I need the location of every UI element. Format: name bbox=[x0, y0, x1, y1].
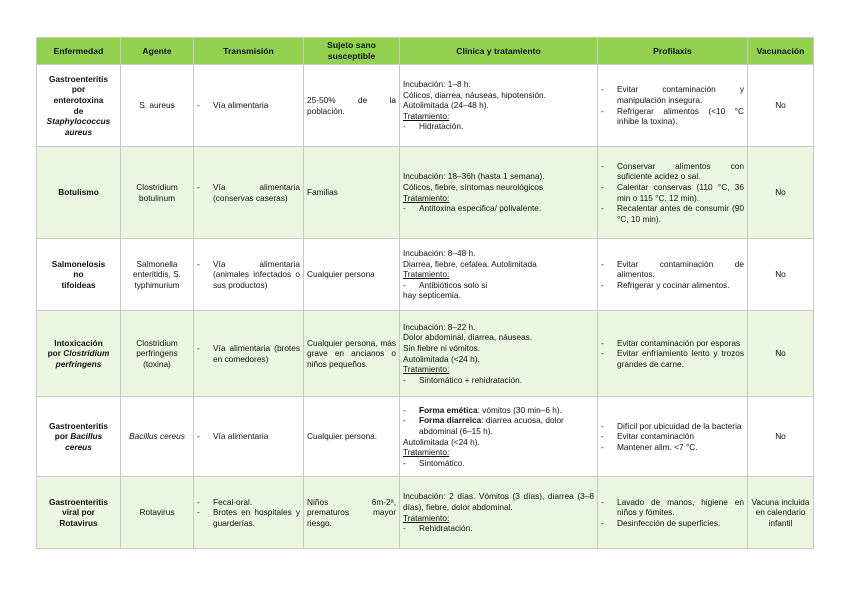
disease-italic: perfringens bbox=[55, 358, 102, 369]
disease-line: Salmonelosis bbox=[51, 258, 106, 269]
treatment-label: Tratamiento: bbox=[403, 269, 450, 280]
bullet-dash: - bbox=[197, 496, 200, 507]
cell-transmission bbox=[194, 147, 304, 239]
bullet-dash: - bbox=[403, 279, 406, 290]
treatment-item bbox=[403, 523, 594, 534]
disease-line bbox=[40, 359, 117, 370]
cell-vaccination: No bbox=[748, 65, 814, 147]
clinic-line: Cólicos, fiebre, síntomas neurológicos bbox=[403, 181, 544, 192]
form-label: Forma diarreica bbox=[419, 415, 482, 426]
disease-italic: Bacillus bbox=[70, 431, 103, 442]
table-row bbox=[37, 397, 814, 477]
bullet-text: Antitoxina especifica/ polivalente. bbox=[419, 203, 542, 214]
disease-line: por bbox=[71, 84, 86, 95]
header-profilaxis: Profilaxis bbox=[598, 38, 748, 65]
clinic-line: Incubación: 8–22 h. bbox=[403, 321, 476, 332]
treatment-label: Tratamiento: bbox=[403, 512, 450, 523]
disease-italic: Staphylococcus bbox=[46, 116, 111, 127]
clinic-line: Dolor abdominal, diarrea, náuseas. bbox=[403, 332, 533, 343]
bullet-text: Sintomático + rehidratación. bbox=[419, 374, 523, 385]
bullet-dash: - bbox=[403, 457, 406, 468]
clinic-line: Cólicos, diarrea, náuseas, hipotensión. bbox=[403, 89, 546, 100]
bullet-text bbox=[419, 405, 594, 416]
clinic-line: Incubación: 1–8 h. bbox=[403, 78, 471, 89]
bullet-dash: - bbox=[601, 160, 604, 171]
cell-prophylaxis bbox=[598, 477, 748, 549]
disease-line: Gastroenteritis bbox=[48, 496, 109, 507]
bullet-dash: - bbox=[601, 441, 604, 452]
cell-agent: S. aureus bbox=[121, 65, 194, 147]
bullet-dash: - bbox=[601, 258, 604, 269]
cell-disease bbox=[37, 65, 121, 147]
cell-clinic bbox=[400, 477, 598, 549]
bullet-dash: - bbox=[601, 105, 604, 116]
clinic-line: Autolimitada (24–48 h). bbox=[403, 100, 489, 111]
table-row bbox=[37, 65, 814, 147]
bullet-text: Vía alimentaria (brotes en comedores) bbox=[213, 342, 300, 364]
cell-transmission bbox=[194, 65, 304, 147]
bullet-text: Evitar contaminación de alimentos. bbox=[617, 258, 744, 280]
cell-disease bbox=[37, 397, 121, 477]
cell-subject: Cualquier persona, más grave en ancianos o niños pequeños. bbox=[304, 311, 400, 397]
treatment-item bbox=[403, 203, 594, 214]
bullet-text: Antibióticos solo si bbox=[419, 279, 488, 290]
header-row bbox=[37, 38, 814, 65]
prophylaxis-item bbox=[601, 431, 744, 442]
table-row bbox=[37, 239, 814, 311]
clinic-line: Autolimitada (<24 h). bbox=[403, 353, 480, 364]
bullet-dash: - bbox=[403, 374, 406, 385]
prophylaxis-item bbox=[601, 348, 744, 369]
bullet-text: Evitar contaminación bbox=[617, 431, 695, 442]
prophylaxis-item bbox=[601, 161, 744, 182]
bullet-dash: - bbox=[601, 337, 604, 348]
bullet-text: Evitar enfriamiento lento y trozos grandes de carne. bbox=[617, 348, 744, 369]
form-label: Forma emética bbox=[419, 404, 478, 415]
cell-agent: Rotavirus bbox=[121, 477, 194, 549]
disease-line: Gastroenteritis bbox=[48, 73, 109, 84]
bullet-text bbox=[419, 415, 594, 436]
bullet-text: Vía alimentaria bbox=[213, 100, 269, 111]
disease-line: Intoxicación bbox=[54, 337, 103, 348]
cell-clinic bbox=[400, 65, 598, 147]
header-sujeto: Sujeto sano susceptible bbox=[304, 38, 400, 65]
disease-line: Botulismo bbox=[58, 187, 99, 198]
disease-line: enterotoxina bbox=[53, 94, 104, 105]
cell-vaccination: No bbox=[748, 397, 814, 477]
cell-vaccination: No bbox=[748, 311, 814, 397]
cell-vaccination: No bbox=[748, 239, 814, 311]
bullet-dash: - bbox=[197, 507, 200, 518]
header-enfermedad: Enfermedad bbox=[37, 38, 121, 65]
disease-table bbox=[36, 37, 814, 549]
bullet-text: Fecal-oral. bbox=[213, 496, 253, 507]
bullet-text: Conservar alimentos con suficiente acidez o sal. bbox=[617, 160, 744, 182]
bullet-text: Hidratación. bbox=[419, 121, 464, 132]
treatment-item bbox=[403, 280, 594, 291]
bullet-dash: - bbox=[403, 404, 406, 415]
prophylaxis-item bbox=[601, 259, 744, 280]
bullet-text: Evitar contaminación y manipulación insegura. bbox=[617, 84, 744, 105]
prophylaxis-item bbox=[601, 203, 744, 224]
form-text: : vómitos (30 min–6 h). bbox=[477, 404, 562, 415]
table-row bbox=[37, 477, 814, 549]
cell-clinic bbox=[400, 397, 598, 477]
cell-transmission bbox=[194, 239, 304, 311]
cell-prophylaxis bbox=[598, 147, 748, 239]
prophylaxis-item bbox=[601, 182, 744, 203]
disease-italic: aureus bbox=[64, 126, 93, 137]
clinic-form bbox=[403, 415, 594, 436]
disease-line bbox=[40, 431, 117, 442]
bullet-text: Vía alimentaria bbox=[213, 431, 269, 442]
form-text: : diarrea acuosa, dolor abdominal (6–15 h). bbox=[419, 415, 564, 436]
prophylaxis-item bbox=[601, 280, 744, 291]
header-vacunacion: Vacunación bbox=[748, 38, 814, 65]
treatment-label: Tratamiento: bbox=[403, 447, 450, 458]
cell-clinic bbox=[400, 311, 598, 397]
transmission-item bbox=[197, 182, 300, 203]
clinic-line: Sin fiebre ni vómitos. bbox=[403, 342, 481, 353]
cell-transmission bbox=[194, 397, 304, 477]
clinic-line: Autolimitada (<24 h). bbox=[403, 436, 480, 447]
disease-prefix: por bbox=[47, 348, 64, 359]
disease-line: tifoideas bbox=[61, 279, 96, 290]
bullet-text: Refrigerar alimentos (<10 °C inhibe la toxina). bbox=[617, 105, 744, 127]
cell-prophylaxis bbox=[598, 311, 748, 397]
header-agente: Agente bbox=[121, 38, 194, 65]
transmission-item bbox=[197, 507, 300, 528]
disease-line bbox=[40, 442, 117, 453]
disease-line bbox=[40, 127, 117, 138]
bullet-dash: - bbox=[197, 181, 200, 192]
cell-disease bbox=[37, 477, 121, 549]
bullet-dash: - bbox=[197, 100, 200, 111]
table-row bbox=[37, 147, 814, 239]
treatment-item bbox=[403, 458, 594, 469]
disease-italic: Clostridium bbox=[63, 348, 110, 359]
cell-subject: Niños 6m-2ª, prematuros mayor riesgo. bbox=[304, 477, 400, 549]
bullet-text: Difícil por ubicuidad de la bacteria bbox=[617, 420, 742, 431]
bullet-dash: - bbox=[601, 496, 604, 507]
clinic-line: Incubación: 18–36h (hasta 1 semana). bbox=[403, 171, 545, 182]
clinic-line: Diarrea, fiebre, cefalea. Autolimitada bbox=[403, 258, 537, 269]
prophylaxis-item bbox=[601, 338, 744, 349]
bullet-dash: - bbox=[403, 121, 406, 132]
cell-subject: Cualquier persona bbox=[304, 239, 400, 311]
bullet-text: Lavado de manos, higiene en niños y fómites. bbox=[617, 496, 744, 518]
cell-subject: 25-50% de la población. bbox=[304, 65, 400, 147]
prophylaxis-item bbox=[601, 421, 744, 432]
clinic-line: Incubación: 2 días. Vómitos (3 días), diarrea (3–8 días), fiebre, dolor abdominal. bbox=[403, 491, 594, 512]
prophylaxis-item bbox=[601, 106, 744, 127]
prophylaxis-item bbox=[601, 497, 744, 518]
bullet-dash: - bbox=[601, 181, 604, 192]
cell-prophylaxis bbox=[598, 397, 748, 477]
cell-subject: Familias bbox=[304, 147, 400, 239]
bullet-text: Vía alimentaria (conservas caseras) bbox=[213, 181, 300, 203]
bullet-dash: - bbox=[601, 279, 604, 290]
bullet-dash: - bbox=[197, 258, 200, 269]
header-transmision: Transmisión bbox=[194, 38, 304, 65]
cell-prophylaxis bbox=[598, 239, 748, 311]
bullet-dash: - bbox=[403, 415, 406, 426]
bullet-text: Rehidratación. bbox=[419, 523, 473, 534]
disease-line bbox=[40, 116, 117, 127]
bullet-dash: - bbox=[601, 348, 604, 359]
disease-prefix: por bbox=[54, 431, 71, 442]
cell-subject: Cualquier persona. bbox=[304, 397, 400, 477]
bullet-text: Vía alimentaria (animales infectados o sus productos) bbox=[213, 258, 300, 290]
cell-agent: Clostridium perfringens (toxina) bbox=[121, 311, 194, 397]
cell-clinic bbox=[400, 147, 598, 239]
prophylaxis-item bbox=[601, 442, 744, 453]
transmission-item bbox=[197, 497, 300, 508]
bullet-text: Sintomático. bbox=[419, 457, 465, 468]
transmission-item bbox=[197, 431, 300, 442]
cell-disease bbox=[37, 147, 121, 239]
cell-clinic bbox=[400, 239, 598, 311]
clinic-form bbox=[403, 405, 594, 416]
bullet-dash: - bbox=[601, 420, 604, 431]
treatment-label: Tratamiento: bbox=[403, 192, 450, 203]
prophylaxis-item bbox=[601, 84, 744, 105]
bullet-dash: - bbox=[197, 342, 200, 353]
header-clinica: Clínica y tratamiento bbox=[400, 38, 598, 65]
disease-line: Gastroenteritis bbox=[48, 420, 109, 431]
transmission-item bbox=[197, 343, 300, 364]
bullet-dash: - bbox=[197, 431, 200, 442]
table-row bbox=[37, 311, 814, 397]
disease-italic: cereus bbox=[65, 441, 92, 452]
cell-vaccination: No bbox=[748, 147, 814, 239]
bullet-text: Brotes en hospitales y guarderías. bbox=[213, 507, 300, 528]
bullet-text: Refrigerar y cocinar alimentos. bbox=[617, 279, 730, 290]
bullet-dash: - bbox=[403, 523, 406, 534]
treatment-item bbox=[403, 121, 594, 132]
bullet-text: Evitar contaminación por esporas bbox=[617, 337, 741, 348]
treatment-label: Tratamiento: bbox=[403, 110, 450, 121]
cell-disease bbox=[37, 239, 121, 311]
bullet-dash: - bbox=[601, 431, 604, 442]
transmission-item bbox=[197, 259, 300, 291]
bullet-text: Calentar conservas (110 °C, 36 min o 115 °C, 12 min). bbox=[617, 181, 744, 203]
bullet-text: Recalentar antes de consumir (90 °C, 10 min). bbox=[617, 203, 744, 224]
disease-line: no bbox=[73, 269, 84, 280]
cell-agent: Salmonella enteritidis, S. typhimurium bbox=[121, 239, 194, 311]
treatment-item bbox=[403, 375, 594, 386]
bullet-text: Desinfección de superficies. bbox=[617, 517, 721, 528]
cell-prophylaxis bbox=[598, 65, 748, 147]
disease-line: viral por bbox=[62, 507, 95, 518]
cell-transmission bbox=[194, 477, 304, 549]
disease-line: de bbox=[73, 105, 84, 116]
cell-agent: Bacillus cereus bbox=[121, 397, 194, 477]
cell-vaccination: Vacuna incluida en calendario infantil bbox=[748, 477, 814, 549]
bullet-dash: - bbox=[601, 517, 604, 528]
bullet-text: Mantener alim. <7 °C. bbox=[617, 441, 698, 452]
bullet-dash: - bbox=[601, 84, 604, 95]
treatment-extra: hay septicemia. bbox=[403, 290, 461, 301]
bullet-dash: - bbox=[403, 203, 406, 214]
cell-disease bbox=[37, 311, 121, 397]
treatment-label: Tratamiento: bbox=[403, 364, 450, 375]
disease-line: Rotavirus bbox=[59, 517, 98, 528]
cell-agent: Clostridium botulinum bbox=[121, 147, 194, 239]
prophylaxis-item bbox=[601, 518, 744, 529]
disease-line bbox=[40, 348, 117, 359]
bullet-dash: - bbox=[601, 203, 604, 214]
cell-transmission bbox=[194, 311, 304, 397]
transmission-item bbox=[197, 100, 300, 111]
clinic-line: Incubación: 8–48 h. bbox=[403, 247, 476, 258]
